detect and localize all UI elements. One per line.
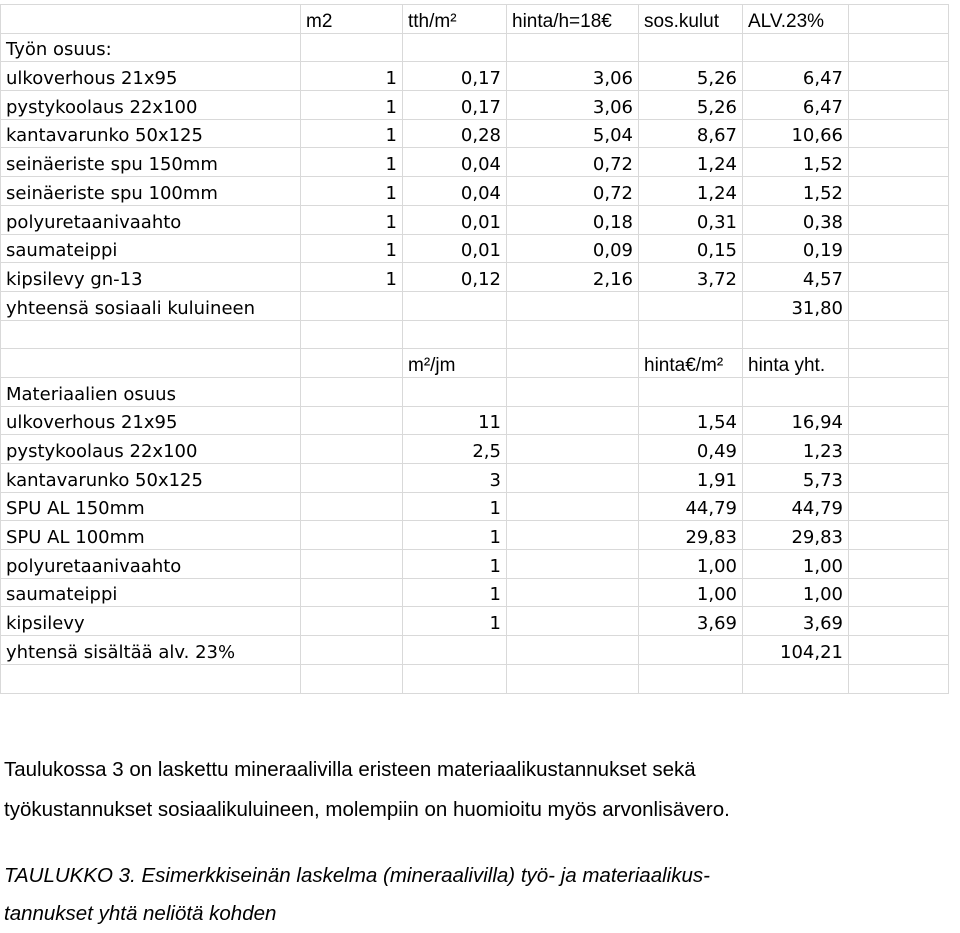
header-hinta-m2: hinta€/m² xyxy=(639,349,743,378)
row-label: saumateippi xyxy=(1,578,301,607)
empty xyxy=(849,578,949,607)
empty xyxy=(849,291,949,320)
empty xyxy=(1,349,301,378)
blank-row xyxy=(1,320,949,349)
table-row xyxy=(1,550,949,579)
empty xyxy=(301,349,403,378)
m2-value: 1 xyxy=(301,263,403,292)
materials-title-row xyxy=(1,377,949,406)
table-row xyxy=(1,263,949,292)
sos-value: 1,24 xyxy=(639,148,743,177)
empty xyxy=(849,406,949,435)
yht-value: 1,00 xyxy=(743,578,849,607)
alv-value: 1,52 xyxy=(743,148,849,177)
m2-value: 1 xyxy=(301,91,403,120)
empty xyxy=(849,607,949,636)
hinta-m2-value: 1,00 xyxy=(639,550,743,579)
hinta-value: 0,72 xyxy=(507,148,639,177)
row-label: ulkoverhous 21x95 xyxy=(1,62,301,91)
empty xyxy=(301,550,403,579)
empty xyxy=(301,406,403,435)
row-label: SPU AL 150mm xyxy=(1,492,301,521)
hinta-value: 3,06 xyxy=(507,62,639,91)
table-row xyxy=(1,205,949,234)
hinta-value: 2,16 xyxy=(507,263,639,292)
empty xyxy=(639,377,743,406)
alv-value: 0,19 xyxy=(743,234,849,263)
tth-value: 0,28 xyxy=(403,119,507,148)
table-row xyxy=(1,435,949,464)
hinta-m2-value: 1,91 xyxy=(639,464,743,493)
row-label: kipsilevy gn-13 xyxy=(1,263,301,292)
empty xyxy=(301,578,403,607)
empty xyxy=(849,550,949,579)
row-label: kantavarunko 50x125 xyxy=(1,464,301,493)
yht-value: 44,79 xyxy=(743,492,849,521)
empty xyxy=(507,492,639,521)
table-row xyxy=(1,148,949,177)
empty xyxy=(507,320,639,349)
m2-value: 1 xyxy=(301,148,403,177)
materials-title: Materiaalien osuus xyxy=(1,377,301,406)
tth-value: 0,04 xyxy=(403,148,507,177)
empty xyxy=(507,636,639,665)
empty xyxy=(301,492,403,521)
empty xyxy=(507,33,639,62)
empty xyxy=(507,406,639,435)
empty xyxy=(639,320,743,349)
empty xyxy=(849,91,949,120)
empty xyxy=(301,464,403,493)
labour-title-row xyxy=(1,33,949,62)
row-label: polyuretaanivaahto xyxy=(1,550,301,579)
hinta-m2-value: 0,49 xyxy=(639,435,743,464)
header-alv: ALV.23% xyxy=(743,5,849,34)
yht-value: 5,73 xyxy=(743,464,849,493)
empty xyxy=(301,33,403,62)
hinta-m2-value: 29,83 xyxy=(639,521,743,550)
empty xyxy=(301,636,403,665)
empty xyxy=(301,320,403,349)
header-tth: tth/m² xyxy=(403,5,507,34)
empty xyxy=(507,578,639,607)
empty xyxy=(507,435,639,464)
header-cell-empty xyxy=(849,5,949,34)
caption-line-1: Taulukossa 3 on laskettu mineraalivilla eristeen materiaalikustannukset sekä xyxy=(4,758,696,781)
m2jm-value: 1 xyxy=(403,521,507,550)
empty xyxy=(403,291,507,320)
tth-value: 0,17 xyxy=(403,91,507,120)
sos-value: 0,31 xyxy=(639,205,743,234)
sos-value: 8,67 xyxy=(639,119,743,148)
m2-value: 1 xyxy=(301,205,403,234)
empty xyxy=(849,177,949,206)
materials-total-label: yhtensä sisältää alv. 23% xyxy=(1,636,301,665)
empty xyxy=(507,550,639,579)
yht-value: 29,83 xyxy=(743,521,849,550)
cost-table xyxy=(0,4,949,694)
yht-value: 1,23 xyxy=(743,435,849,464)
hinta-value: 5,04 xyxy=(507,119,639,148)
m2jm-value: 11 xyxy=(403,406,507,435)
table-row xyxy=(1,521,949,550)
yht-value: 1,00 xyxy=(743,550,849,579)
hinta-value: 0,18 xyxy=(507,205,639,234)
row-label: seinäeriste spu 100mm xyxy=(1,177,301,206)
sos-value: 1,24 xyxy=(639,177,743,206)
tth-value: 0,17 xyxy=(403,62,507,91)
empty xyxy=(301,291,403,320)
tth-value: 0,01 xyxy=(403,234,507,263)
alv-value: 6,47 xyxy=(743,62,849,91)
empty xyxy=(743,664,849,693)
table-row xyxy=(1,578,949,607)
hinta-m2-value: 3,69 xyxy=(639,607,743,636)
empty xyxy=(849,263,949,292)
m2jm-value: 1 xyxy=(403,607,507,636)
empty xyxy=(639,33,743,62)
empty xyxy=(301,435,403,464)
sos-value: 5,26 xyxy=(639,91,743,120)
table-row xyxy=(1,234,949,263)
materials-total-value: 104,21 xyxy=(743,636,849,665)
row-label: polyuretaanivaahto xyxy=(1,205,301,234)
m2-value: 1 xyxy=(301,119,403,148)
labour-title: Työn osuus: xyxy=(1,33,301,62)
empty xyxy=(301,607,403,636)
materials-total-row xyxy=(1,636,949,665)
empty xyxy=(507,607,639,636)
header-row xyxy=(1,5,949,34)
empty xyxy=(301,377,403,406)
empty xyxy=(507,521,639,550)
sos-value: 0,15 xyxy=(639,234,743,263)
row-label: SPU AL 100mm xyxy=(1,521,301,550)
row-label: ulkoverhous 21x95 xyxy=(1,406,301,435)
table-row xyxy=(1,406,949,435)
hinta-m2-value: 44,79 xyxy=(639,492,743,521)
materials-header-row xyxy=(1,349,949,378)
blank-row xyxy=(1,664,949,693)
m2jm-value: 3 xyxy=(403,464,507,493)
labour-total-value: 31,80 xyxy=(743,291,849,320)
row-label: pystykoolaus 22x100 xyxy=(1,91,301,120)
alv-value: 4,57 xyxy=(743,263,849,292)
header-hinta-yht: hinta yht. xyxy=(743,349,849,378)
empty xyxy=(849,521,949,550)
alv-value: 1,52 xyxy=(743,177,849,206)
empty xyxy=(403,664,507,693)
tth-value: 0,12 xyxy=(403,263,507,292)
m2jm-value: 1 xyxy=(403,578,507,607)
tth-value: 0,01 xyxy=(403,205,507,234)
alv-value: 10,66 xyxy=(743,119,849,148)
header-m2jm: m²/jm xyxy=(403,349,507,378)
m2jm-value: 1 xyxy=(403,550,507,579)
empty xyxy=(849,492,949,521)
empty xyxy=(743,377,849,406)
empty xyxy=(849,62,949,91)
empty xyxy=(507,464,639,493)
table-row xyxy=(1,91,949,120)
labour-total-label: yhteensä sosiaali kuluineen xyxy=(1,291,301,320)
empty xyxy=(639,291,743,320)
alv-value: 6,47 xyxy=(743,91,849,120)
header-hinta: hinta/h=18€ xyxy=(507,5,639,34)
empty xyxy=(849,636,949,665)
labour-total-row xyxy=(1,291,949,320)
empty xyxy=(1,664,301,693)
cost-table-body xyxy=(1,5,949,694)
empty xyxy=(849,664,949,693)
m2-value: 1 xyxy=(301,62,403,91)
row-label: seinäeriste spu 150mm xyxy=(1,148,301,177)
empty xyxy=(849,435,949,464)
empty xyxy=(849,33,949,62)
sos-value: 5,26 xyxy=(639,62,743,91)
yht-value: 16,94 xyxy=(743,406,849,435)
empty xyxy=(849,464,949,493)
empty xyxy=(507,349,639,378)
empty xyxy=(639,636,743,665)
header-m2: m2 xyxy=(301,5,403,34)
table-title-line-1: TAULUKKO 3. Esimerkkiseinän laskelma (mineraalivilla) työ- ja materiaalikus- xyxy=(4,864,710,887)
empty xyxy=(849,119,949,148)
tth-value: 0,04 xyxy=(403,177,507,206)
empty xyxy=(743,320,849,349)
row-label: saumateippi xyxy=(1,234,301,263)
hinta-value: 3,06 xyxy=(507,91,639,120)
m2-value: 1 xyxy=(301,177,403,206)
sos-value: 3,72 xyxy=(639,263,743,292)
caption-line-2: työkustannukset sosiaalikuluineen, molempiin on huomioitu myös arvonlisävero. xyxy=(4,798,730,821)
m2jm-value: 1 xyxy=(403,492,507,521)
table-row xyxy=(1,177,949,206)
hinta-value: 0,09 xyxy=(507,234,639,263)
row-label: kantavarunko 50x125 xyxy=(1,119,301,148)
m2jm-value: 2,5 xyxy=(403,435,507,464)
table-title-line-2: tannukset yhtä neliötä kohden xyxy=(4,902,277,925)
m2-value: 1 xyxy=(301,234,403,263)
empty xyxy=(403,320,507,349)
empty xyxy=(849,320,949,349)
empty xyxy=(301,521,403,550)
empty xyxy=(849,234,949,263)
empty xyxy=(849,349,949,378)
empty xyxy=(639,664,743,693)
header-cell-empty xyxy=(1,5,301,34)
empty xyxy=(507,377,639,406)
table-row xyxy=(1,62,949,91)
table-row xyxy=(1,607,949,636)
empty xyxy=(743,33,849,62)
header-sos: sos.kulut xyxy=(639,5,743,34)
empty xyxy=(507,291,639,320)
table-row xyxy=(1,119,949,148)
empty xyxy=(301,664,403,693)
alv-value: 0,38 xyxy=(743,205,849,234)
hinta-value: 0,72 xyxy=(507,177,639,206)
hinta-m2-value: 1,00 xyxy=(639,578,743,607)
empty xyxy=(1,320,301,349)
row-label: kipsilevy xyxy=(1,607,301,636)
empty xyxy=(403,33,507,62)
table-row xyxy=(1,492,949,521)
empty xyxy=(849,148,949,177)
empty xyxy=(403,377,507,406)
hinta-m2-value: 1,54 xyxy=(639,406,743,435)
empty xyxy=(507,664,639,693)
empty xyxy=(403,636,507,665)
table-row xyxy=(1,464,949,493)
empty xyxy=(849,205,949,234)
empty xyxy=(849,377,949,406)
yht-value: 3,69 xyxy=(743,607,849,636)
row-label: pystykoolaus 22x100 xyxy=(1,435,301,464)
